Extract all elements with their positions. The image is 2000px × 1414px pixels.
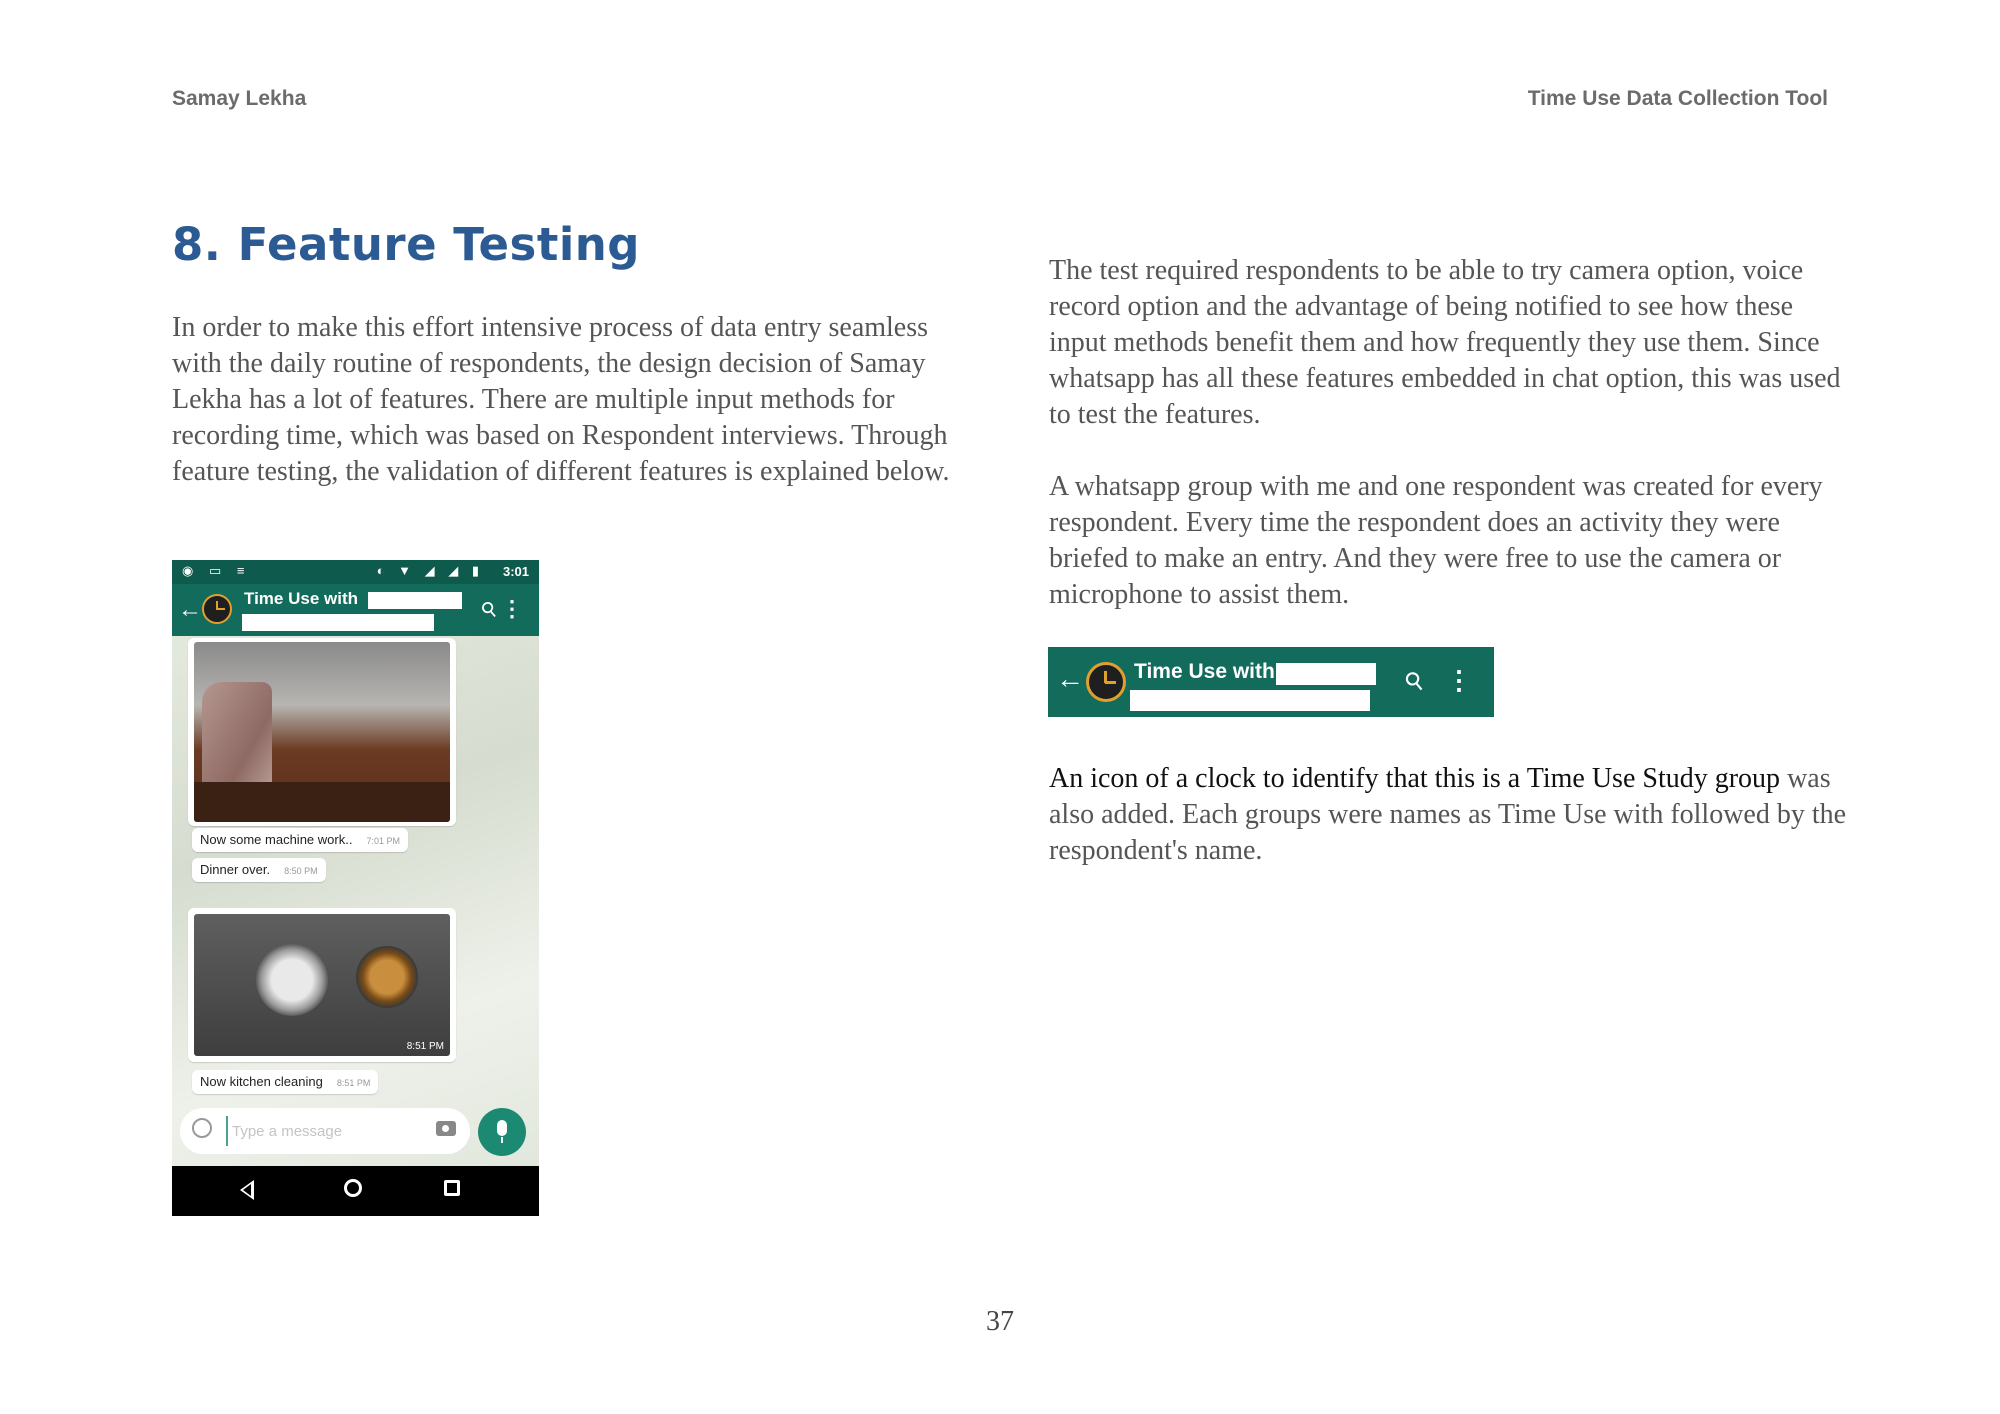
message-time: 8:50 PM (284, 866, 318, 876)
running-header-right: Time Use Data Collection Tool (1527, 87, 1828, 110)
redacted-name (368, 592, 462, 609)
android-nav-bar (172, 1166, 539, 1216)
chat-message (192, 858, 326, 882)
message-time: 8:51 PM (336, 1078, 371, 1088)
chat-message (192, 828, 408, 852)
group-header-screenshot (1048, 647, 1494, 717)
message-text: Now kitchen cleaning (200, 1074, 323, 1089)
signal-icons: ◐ ▼ ◢ ◢ ▮ (376, 563, 484, 578)
status-time: 3:01 (502, 564, 529, 579)
camera-icon[interactable] (436, 1121, 456, 1136)
more-menu-icon[interactable]: ⋮ (501, 596, 523, 621)
redacted-name (1276, 663, 1376, 685)
clock-avatar-icon[interactable] (1086, 662, 1126, 702)
message-time: 7:01 PM (366, 836, 400, 846)
attach-icon[interactable]: ⚲ (477, 596, 503, 624)
emoji-icon[interactable] (192, 1118, 212, 1138)
whatsapp-group-paragraph: A whatsapp group with me and one respondent was created for every respondent. Every time the respondent does an activity they were briefed to make an entry. And they were free to use the camera or microphone to assist them. (1049, 471, 1823, 610)
mic-button[interactable] (478, 1108, 526, 1156)
message-text: Dinner over. (200, 862, 271, 877)
chat-message (192, 1070, 378, 1094)
attach-icon[interactable]: ⚲ (1399, 665, 1431, 698)
back-arrow-icon[interactable]: ← (178, 596, 202, 623)
clock-icon-sentence: An icon of a clock to identify that this is a Time Use Study group (1049, 763, 1781, 794)
clock-icon-paragraph (1049, 761, 1849, 869)
status-bar (172, 560, 539, 584)
nav-home-icon[interactable] (344, 1179, 362, 1197)
machine-work-photo[interactable] (194, 642, 450, 822)
clock-avatar-icon[interactable] (202, 594, 232, 624)
back-arrow-icon[interactable]: ← (1056, 663, 1084, 694)
section-title: 8. Feature Testing (172, 218, 641, 271)
page-number: 37 (986, 1306, 1014, 1337)
chat-app-bar (172, 584, 539, 636)
nav-back-icon[interactable] (240, 1180, 254, 1200)
photo-time: 8:51 PM (406, 1041, 444, 1052)
group-name: Time Use with (1134, 660, 1275, 683)
group-naming-sentence: was also added. Each groups were names as Time Use with followed by the respondent's name. (1049, 763, 1847, 866)
running-header-left: Samay Lekha (172, 87, 307, 110)
kitchen-stove-photo[interactable] (194, 914, 450, 1056)
intro-paragraph: In order to make this effort intensive process of data entry seamless with the daily routine of respondents, the design decision of Samay Lekha has a lot of features. There are multiple input methods for recording time, which was based on Respondent interviews. Through feature testing, the validation of different features is explained below. (172, 312, 950, 487)
message-input[interactable] (226, 1116, 424, 1146)
redacted-participants (242, 614, 434, 631)
group-name: Time Use with (244, 589, 358, 608)
status-left-icons: ◉ ▭ ≡ (182, 563, 251, 578)
message-text: Now some machine work.. (200, 832, 353, 847)
nav-recent-apps-icon[interactable] (444, 1180, 460, 1196)
whatsapp-chat-screenshot (172, 560, 539, 1216)
camera-voice-paragraph: The test required respondents to be able to try camera option, voice record option and the advantage of being notified to see how these input methods benefit them and how frequently they use them. Since whatsapp has all these features embedded in chat option, this was used to test the features. (1049, 255, 1841, 430)
more-menu-icon[interactable]: ⋮ (1446, 665, 1472, 695)
message-input-bar (180, 1108, 470, 1154)
microphone-icon (497, 1120, 507, 1136)
redacted-participants (1130, 690, 1370, 711)
